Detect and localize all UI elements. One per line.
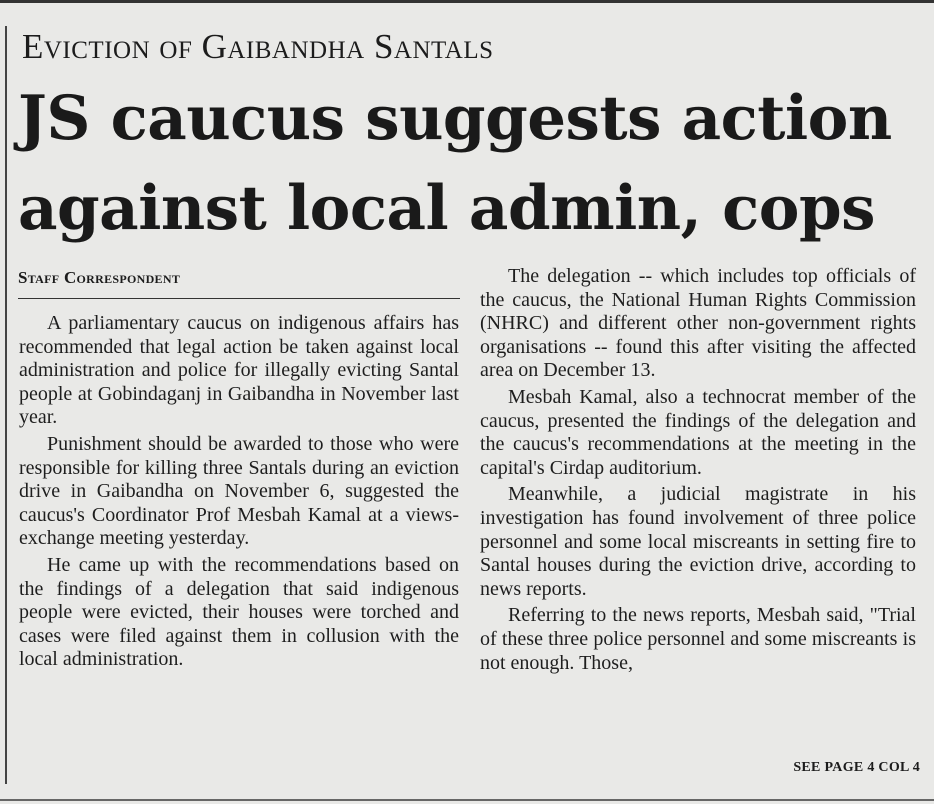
top-border xyxy=(0,0,934,3)
byline-rule xyxy=(18,298,460,299)
headline-line-2: against local admin, cops xyxy=(18,173,875,244)
byline: Staff Correspondent xyxy=(18,268,181,287)
headline-line-1: JS caucus suggests action xyxy=(18,83,892,154)
paragraph: Punishment should be awarded to those who were responsible for killing three Santals during an eviction drive in Gaibandha on November 6, suggested the caucus's Coordinator Prof Mesbah Kamal at a views-exchange meeting yesterday. xyxy=(19,432,459,550)
paragraph: The delegation -- which includes top officials of the caucus, the National Human Rights Commission (NHRC) and different other non-government rights organisations -- found this after visiting the affected area on December 13. xyxy=(480,265,916,382)
bottom-border xyxy=(0,799,934,801)
left-border xyxy=(5,26,7,784)
paragraph: Mesbah Kamal, also a technocrat member of the caucus, presented the findings of the delegation and the caucus's recommendations at the meeting in the capital's Cirdap auditorium. xyxy=(480,385,916,479)
paragraph: Referring to the news reports, Mesbah said, "Trial of these three police personnel and some miscreants is not enough. Those, xyxy=(480,604,916,674)
kicker: Eviction of Gaibandha Santals xyxy=(22,27,494,66)
left-column xyxy=(19,312,459,672)
headline xyxy=(18,74,928,254)
right-column xyxy=(480,265,916,675)
paragraph: Meanwhile, a judicial magistrate in his investigation has found involvement of three police personnel and some local miscreants in setting fire to Santal houses during the eviction drive, according to news reports. xyxy=(480,483,916,600)
paragraph: A parliamentary caucus on indigenous affairs has recommended that legal action be taken against local administration and police for illegally evicting Santal people at Gobindaganj in Gaibandha in November last year. xyxy=(19,312,459,429)
paragraph: He came up with the recommendations based on the findings of a delegation that said indigenous people were evicted, their houses were torched and cases were filed against them in collusion with the local administration. xyxy=(19,553,459,671)
continued-jump-line: SEE PAGE 4 COL 4 xyxy=(793,760,920,775)
